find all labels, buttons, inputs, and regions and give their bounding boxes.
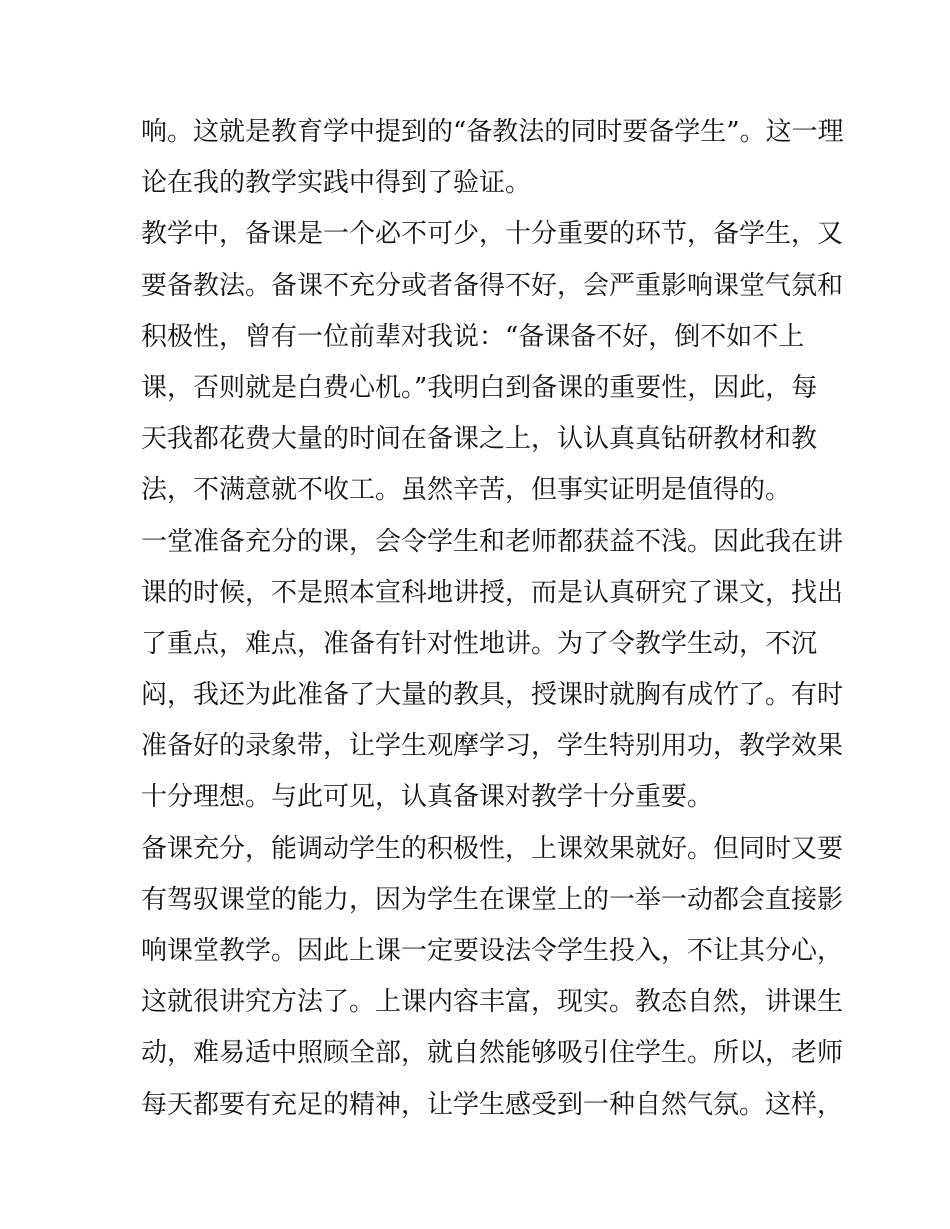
text-line: 十分理想。与此可见，认真备课对教学十分重要。	[141, 782, 714, 813]
text-line: 动，难易适中照顾全部，就自然能够吸引住学生。所以，老师	[141, 1038, 844, 1069]
text-line: 法，不满意就不收工。虽然辛苦，但事实证明是值得的。	[141, 475, 792, 506]
text-line: 有驾驭课堂的能力，因为学生在课堂上的一举一动都会直接影	[141, 884, 844, 915]
text-line: 一堂准备充分的课，会令学生和老师都获益不浅。因此我在讲	[141, 526, 844, 557]
text-line: 教学中，备课是一个必不可少，十分重要的环节，备学生，又	[141, 219, 844, 250]
text-line: 每天都要有充足的精神，让学生感受到一种自然气氛。这样，	[141, 1089, 844, 1120]
text-line: 准备好的录象带，让学生观摩学习，学生特别用功，教学效果	[141, 731, 844, 762]
text-line: 闷，我还为此准备了大量的教具，授课时就胸有成竹了。有时	[141, 680, 844, 711]
text-line: 这就很讲究方法了。上课内容丰富，现实。教态自然，讲课生	[141, 987, 844, 1018]
text-line: 要备教法。备课不充分或者备得不好，会严重影响课堂气氛和	[141, 270, 844, 301]
text-line: 响。这就是教育学中提到的“备教法的同时要备学生”。这一理	[141, 117, 844, 147]
text-line: 积极性，曾有一位前辈对我说：“备课备不好，倒不如不上	[141, 321, 805, 352]
text-line: 响课堂教学。因此上课一定要设法令学生投入，不让其分心，	[141, 936, 844, 966]
text-line: 了重点，难点，准备有针对性地讲。为了令教学生动，不沉	[141, 628, 818, 659]
text-line: 课的时候，不是照本宣科地讲授，而是认真研究了课文，找出	[141, 577, 844, 608]
text-line: 论在我的教学实践中得到了验证。	[141, 168, 532, 199]
text-line: 备课充分，能调动学生的积极性，上课效果就好。但同时又要	[141, 833, 844, 864]
text-line: 课，否则就是白费心机。”我明白到备课的重要性，因此，每	[141, 372, 818, 403]
body-text	[141, 107, 844, 1131]
text-line: 天我都花费大量的时间在备课之上，认认真真钻研教材和教	[141, 424, 818, 455]
